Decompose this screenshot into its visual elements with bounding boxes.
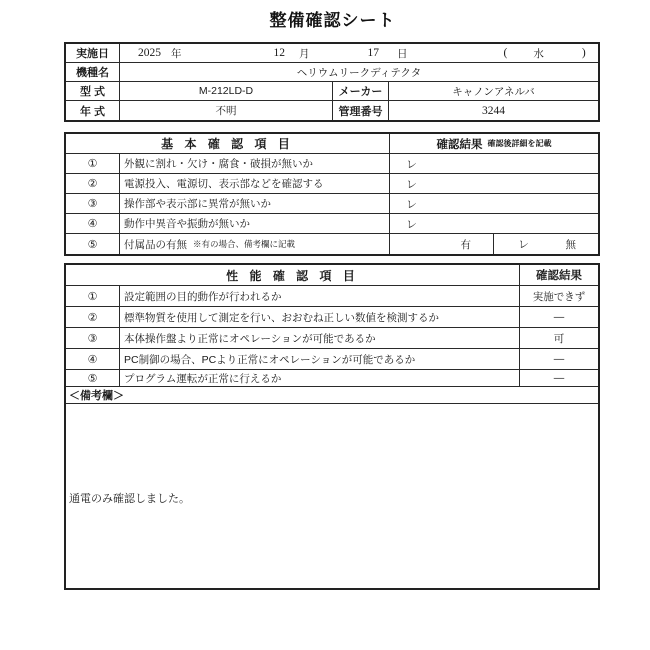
check-mark[interactable]: レ	[406, 198, 417, 211]
date-month: 12	[273, 47, 285, 59]
table-row	[66, 286, 598, 307]
result-value[interactable]: ―	[553, 372, 565, 384]
check-mark[interactable]: レ	[406, 178, 417, 191]
check-mark: レ	[518, 239, 529, 251]
performance-header-result: 確認結果	[536, 270, 582, 282]
row-number: ①	[66, 154, 120, 173]
date-value	[120, 44, 598, 62]
option-no-cell[interactable]	[494, 234, 598, 254]
row-number: ④	[66, 349, 120, 369]
option-no: 無	[565, 238, 576, 251]
date-day: 17	[367, 47, 379, 59]
result-value[interactable]: ―	[553, 353, 565, 365]
row-number: ①	[66, 286, 120, 306]
row-number: ②	[66, 307, 120, 327]
performance-header-row	[66, 265, 598, 286]
table-row	[66, 370, 598, 387]
model-name-row	[66, 63, 598, 82]
basic-header-items: 基 本 確 認 項 目	[66, 134, 390, 153]
accessories-item-text: 付属品の有無	[124, 238, 187, 251]
control-number-value: 3244	[482, 104, 505, 117]
table-row	[66, 349, 598, 370]
model-year-label: 年 式	[66, 101, 120, 120]
remarks-label: ＜備考欄＞	[69, 390, 124, 402]
basic-header-result-text: 確認結果	[436, 138, 483, 151]
performance-header-items: 性 能 確 認 項 目	[66, 265, 520, 285]
maker-value: キャノンアネルバ	[452, 85, 535, 98]
row-item: 設定範囲の目的動作が行われるか	[120, 286, 520, 306]
option-yes[interactable]: 有	[390, 234, 494, 254]
row-item	[120, 234, 390, 254]
remarks-content[interactable]: 通電のみ確認しました。	[69, 493, 190, 505]
date-day-unit: 日	[397, 47, 408, 60]
basic-header-result	[390, 134, 598, 153]
row-item: 本体操作盤より正常にオペレーションが可能であるか	[120, 328, 520, 348]
basic-check-table	[64, 132, 600, 256]
row-number: ②	[66, 174, 120, 193]
check-mark[interactable]: レ	[406, 158, 417, 171]
date-year-unit: 年	[171, 47, 182, 60]
row-number: ⑤	[66, 370, 120, 386]
row-item: 動作中異音や振動が無いか	[120, 214, 390, 233]
table-row	[66, 154, 598, 174]
date-year: 2025	[138, 47, 161, 59]
table-row	[66, 194, 598, 214]
result-value[interactable]: 実施できず	[532, 290, 586, 303]
row-number: ⑤	[66, 234, 120, 254]
model-name-label: 機種名	[66, 63, 120, 81]
date-weekday: 水	[533, 47, 544, 60]
model-type-value: M-212LD-D	[120, 82, 333, 100]
page-title: 整備確認シート	[269, 11, 396, 30]
result-value[interactable]: 可	[553, 332, 565, 345]
performance-check-table	[64, 263, 600, 590]
model-type-label: 型 式	[66, 82, 120, 100]
row-item: 電源投入、電源切、表示部などを確認する	[120, 174, 390, 193]
table-row	[66, 214, 598, 234]
result-value[interactable]: ―	[553, 311, 565, 323]
accessories-item-note: ※有の場合、備考欄に記載	[193, 239, 296, 249]
date-row	[66, 44, 598, 63]
maker-label: メーカー	[333, 82, 389, 100]
accessories-row	[66, 234, 598, 254]
row-item: 外観に割れ・欠け・腐食・破損が無いか	[120, 154, 390, 173]
model-year-row	[66, 101, 598, 120]
model-name-value: ヘリウムリークディテクタ	[296, 66, 422, 79]
table-row	[66, 307, 598, 328]
row-item: 標準物質を使用して測定を行い、おおむね正しい数値を検測するか	[120, 307, 520, 327]
date-paren-close: )	[581, 47, 586, 59]
model-year-value: 不明	[120, 101, 333, 120]
row-number: ③	[66, 328, 120, 348]
row-item: PC制御の場合、PCより正常にオペレーションが可能であるか	[120, 349, 520, 369]
date-paren-open: (	[503, 47, 508, 59]
date-month-unit: 月	[299, 47, 310, 60]
equipment-info-table	[64, 42, 600, 122]
date-label: 実施日	[66, 44, 120, 62]
row-number: ③	[66, 194, 120, 213]
basic-header-row	[66, 134, 598, 154]
basic-header-result-note: 確認後詳細を記載	[487, 139, 552, 148]
table-row	[66, 328, 598, 349]
row-item: 操作部や表示部に異常が無いか	[120, 194, 390, 213]
remarks-box	[66, 404, 598, 588]
model-type-row	[66, 82, 598, 101]
row-item: プログラム運転が正常に行えるか	[120, 370, 520, 386]
control-number-label: 管理番号	[333, 101, 389, 120]
table-row	[66, 174, 598, 194]
check-mark[interactable]: レ	[406, 218, 417, 231]
remarks-label-row	[66, 387, 598, 404]
row-number: ④	[66, 214, 120, 233]
